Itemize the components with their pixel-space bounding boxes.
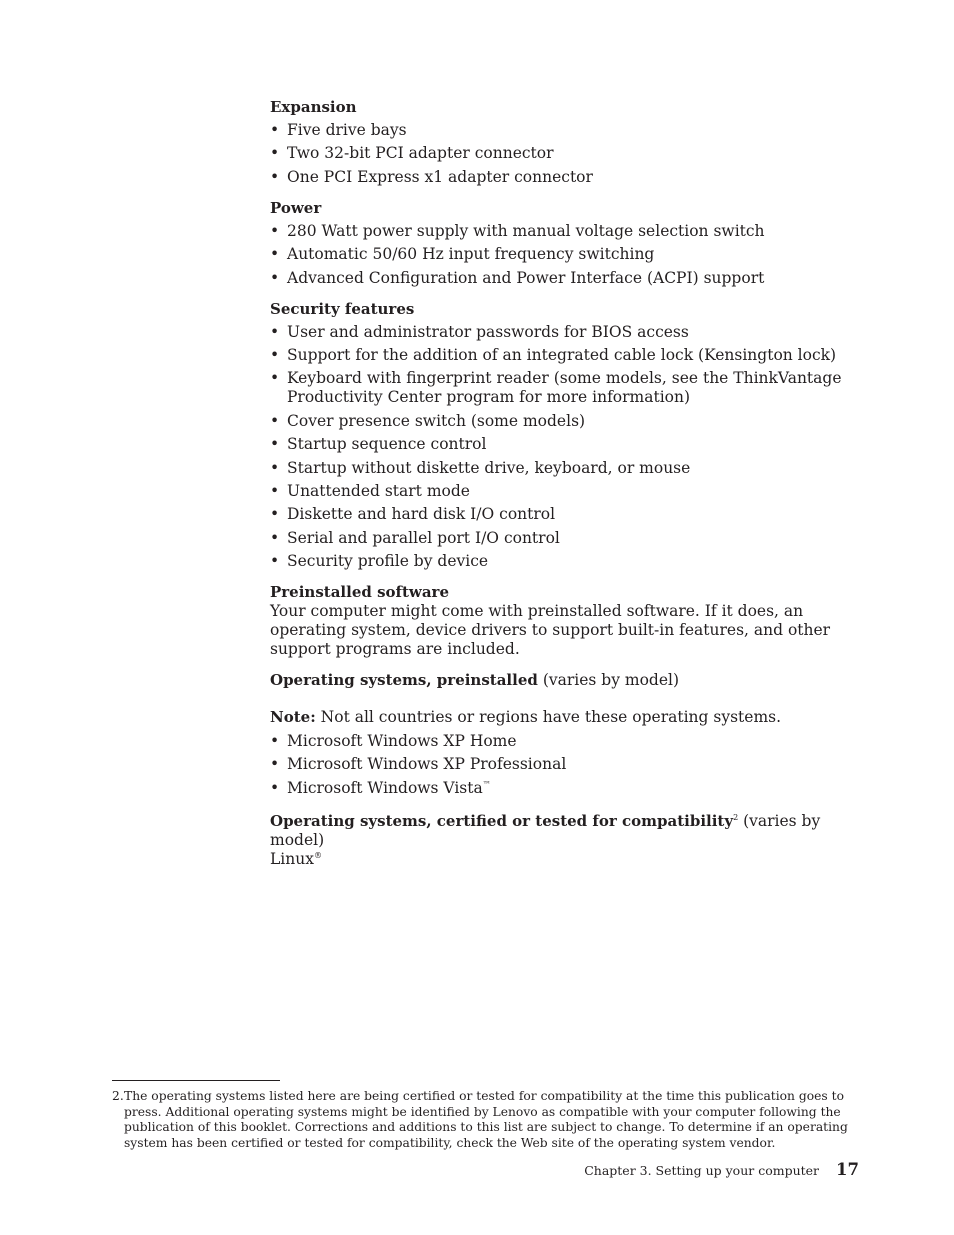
os-preinstalled-heading: Operating systems, preinstalled [270, 671, 538, 690]
os-certified-heading-line [270, 812, 860, 850]
list-item [270, 779, 860, 798]
os-preinstalled-heading-line [270, 671, 860, 690]
security-section [270, 300, 860, 572]
preinstalled-body: Your computer might come with preinstalled software. If it does, an operating system, device drivers to support built-in features, and other support programs are included. [270, 602, 831, 659]
list-item: • Microsoft Windows XP Professional [270, 755, 860, 774]
os-certified-qualifier: (varies by model) [270, 811, 821, 849]
trademark-mark: ™ [482, 779, 491, 789]
footnote-text: The operating systems listed here are being certified or tested for compatibility at the time this publication goes to press. Additional operating systems might be identified by Lenovo as compatible with your computer following the publication of this booklet. Corrections and additions to this list are subject to change. To determine if an operating system has been certified or tested for compatibility, check the Web site of the operating system vendor. [124, 1089, 848, 1150]
os-preinstalled-section [270, 708, 860, 798]
list-item: • Diskette and hard disk I/O control [270, 505, 860, 524]
list-item: • Advanced Configuration and Power Interface (ACPI) support [270, 269, 860, 288]
footnote-ref: 2 [733, 812, 739, 822]
list-item: • Startup without diskette drive, keyboard, or mouse [270, 459, 860, 478]
preinstalled-heading: Preinstalled software [270, 583, 449, 602]
vista-label: Microsoft Windows Vista [287, 778, 483, 797]
expansion-section [270, 98, 860, 187]
list-item: • User and administrator passwords for BIOS access [270, 323, 860, 342]
security-list [270, 323, 860, 572]
list-item: • Two 32-bit PCI adapter connector [270, 144, 860, 163]
power-section [270, 199, 860, 288]
list-item: • Keyboard with fingerprint reader (some models, see the ThinkVantage Productivity Center program for more information) [270, 369, 860, 407]
chapter-title: Chapter 3. Setting up your computer [584, 1163, 820, 1178]
security-heading: Security features [270, 299, 415, 318]
list-item: • Automatic 50/60 Hz input frequency switching [270, 245, 860, 264]
linux-label: Linux [270, 849, 314, 868]
list-item: • Support for the addition of an integrated cable lock (Kensington lock) [270, 346, 860, 365]
footnote-number: 2. [112, 1089, 124, 1103]
expansion-heading: Expansion [270, 98, 357, 116]
os-preinstalled-qualifier: (varies by model) [542, 671, 680, 690]
list-item: • Microsoft Windows XP Home [270, 732, 860, 751]
os-certified-section [270, 812, 860, 869]
list-item: • Security profile by device [270, 552, 860, 571]
note-line [270, 708, 860, 727]
note-label: Note: [270, 708, 316, 727]
page-number: 17 [836, 1160, 859, 1179]
list-item: • Startup sequence control [270, 435, 860, 454]
os-certified-heading: Operating systems, certified or tested for compatibility [270, 811, 734, 830]
main-content [270, 98, 860, 881]
list-item: • Five drive bays [270, 121, 860, 140]
power-heading: Power [270, 198, 322, 217]
expansion-list [270, 121, 860, 187]
registered-mark: ® [313, 850, 322, 860]
list-item: • Cover presence switch (some models) [270, 412, 860, 431]
list-item: • Unattended start mode [270, 482, 860, 501]
page-footer [584, 1160, 859, 1179]
os-preinstalled-list [270, 732, 860, 798]
list-item: • 280 Watt power supply with manual voltage selection switch [270, 222, 860, 241]
list-item: • One PCI Express x1 adapter connector [270, 168, 860, 187]
note-text: Not all countries or regions have these operating systems. [320, 708, 782, 727]
footnote-divider [112, 1080, 280, 1081]
preinstalled-section [270, 583, 860, 659]
list-item: • Serial and parallel port I/O control [270, 529, 860, 548]
footnote [112, 1089, 854, 1151]
linux-line [270, 850, 860, 869]
power-list [270, 222, 860, 288]
